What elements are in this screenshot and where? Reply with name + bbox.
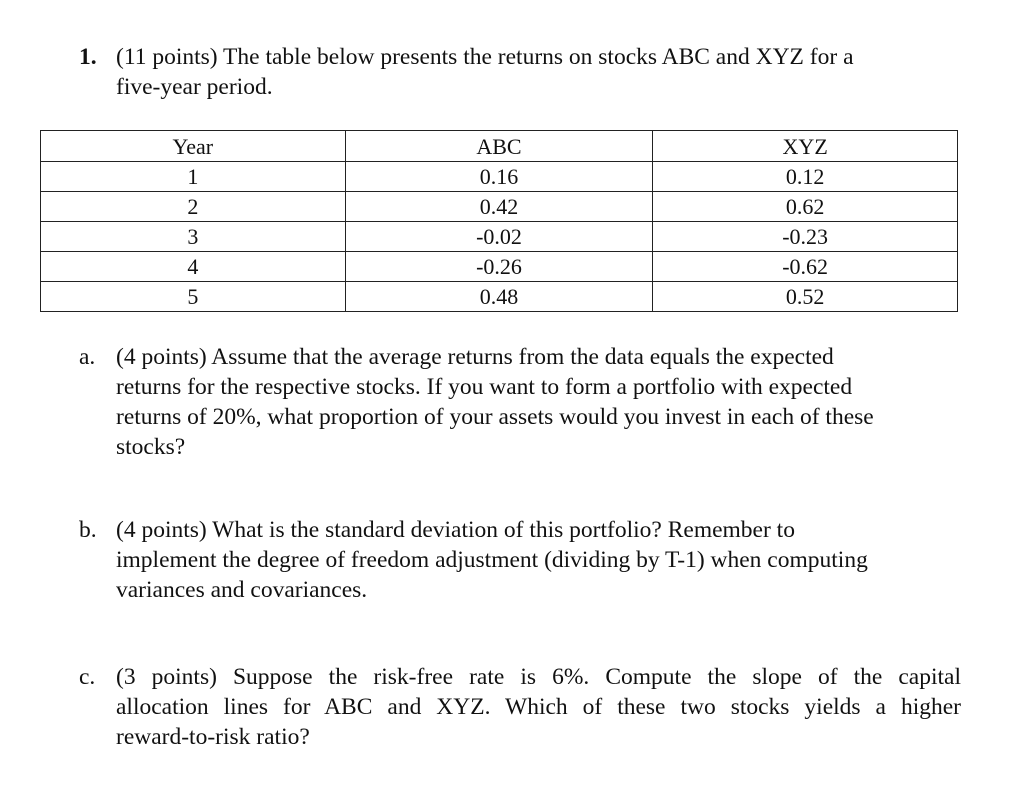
cell-year: 2 [41,192,346,222]
part-a-line: (4 points) Assume that the average returns from the data equals the expected [116,344,834,370]
cell-abc: -0.26 [345,252,653,282]
cell-xyz: 0.12 [653,162,958,192]
part-a-text [116,342,961,462]
part-a-line: returns for the respective stocks. If you want to form a portfolio with expected [116,374,853,400]
cell-year: 1 [41,162,346,192]
cell-abc: -0.02 [345,222,653,252]
cell-abc: 0.16 [345,162,653,192]
part-b-text [116,515,961,605]
part-c-line: reward-to-risk ratio? [116,724,310,750]
cell-year: 4 [41,252,346,282]
part-a-line: returns of 20%, what proportion of your assets would you invest in each of these [116,404,874,430]
cell-xyz: 0.52 [653,282,958,312]
table-row [41,252,958,282]
part-c-line: allocation lines for ABC and XYZ. Which of these two stocks yields a higher [116,694,961,720]
cell-year: 5 [41,282,346,312]
cell-xyz: -0.62 [653,252,958,282]
part-a-line: stocks? [116,434,186,460]
cell-abc: 0.48 [345,282,653,312]
header-abc: ABC [345,131,653,162]
question-line: five-year period. [116,74,273,100]
table-row [41,162,958,192]
table-row [41,192,958,222]
cell-xyz: 0.62 [653,192,958,222]
table-header-row [41,131,958,162]
part-c-label: c. [79,664,96,690]
table-row [41,282,958,312]
part-b-line: (4 points) What is the standard deviation of this portfolio? Remember to [116,517,795,543]
cell-xyz: -0.23 [653,222,958,252]
header-year: Year [41,131,346,162]
question-number: 1. [79,44,97,70]
part-c-text [116,662,961,752]
returns-table [40,130,958,312]
part-a-label: a. [79,344,96,370]
part-c-line: (3 points) Suppose the risk-free rate is 6%. Compute the slope of the capital [116,664,961,690]
part-b-label: b. [79,517,97,543]
header-xyz: XYZ [653,131,958,162]
table-row [41,222,958,252]
question-line: (11 points) The table below presents the returns on stocks ABC and XYZ for a [116,44,854,70]
cell-year: 3 [41,222,346,252]
question-text [116,42,956,102]
part-b-line: variances and covariances. [116,577,368,603]
cell-abc: 0.42 [345,192,653,222]
part-b-line: implement the degree of freedom adjustment (dividing by T-1) when computing [116,547,868,573]
